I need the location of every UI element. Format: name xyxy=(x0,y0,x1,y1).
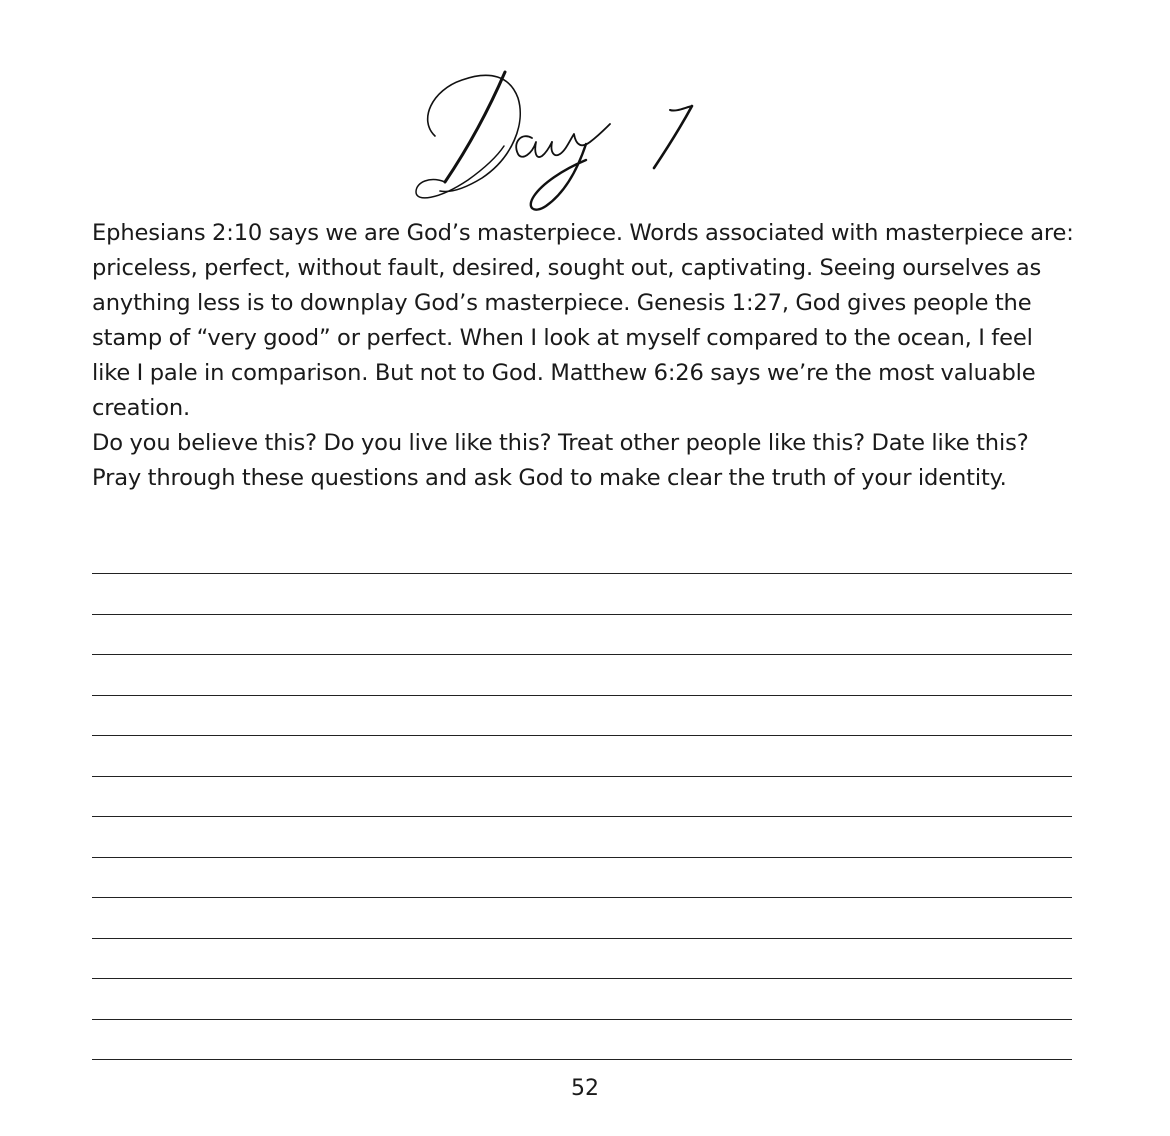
writing-line xyxy=(92,776,1072,777)
writing-line xyxy=(92,857,1072,858)
devotional-paragraph: Ephesians 2:10 says we are God’s masterpiece. Words associated with masterpiece are: priceless, perfect, without fault, desired, sought out, captivating. Seeing ourselves as anything less is to downplay God’s masterpiece. Genesis 1:27, God gives people the stamp of “very good” or perfect. When I look at myself compared to the ocean, I feel like I pale in comparison. But not to God. Matthew 6:26 says we’re the most valuable creation. xyxy=(92,220,1074,421)
writing-line xyxy=(92,573,1072,574)
writing-line xyxy=(92,695,1072,696)
writing-line xyxy=(92,654,1072,655)
writing-line xyxy=(92,938,1072,939)
journal-writing-lines xyxy=(92,0,1072,1136)
page-number: 52 xyxy=(571,1076,599,1101)
writing-line xyxy=(92,735,1072,736)
writing-line xyxy=(92,1059,1072,1060)
writing-line xyxy=(92,978,1072,979)
writing-line xyxy=(92,816,1072,817)
writing-line xyxy=(92,614,1072,615)
writing-line xyxy=(92,897,1072,898)
writing-line xyxy=(92,1019,1072,1020)
reflection-questions: Do you believe this? Do you live like this? Treat other people like this? Date like this? Pray through these questions and ask God to make clear the truth of your identity. xyxy=(92,430,1029,491)
